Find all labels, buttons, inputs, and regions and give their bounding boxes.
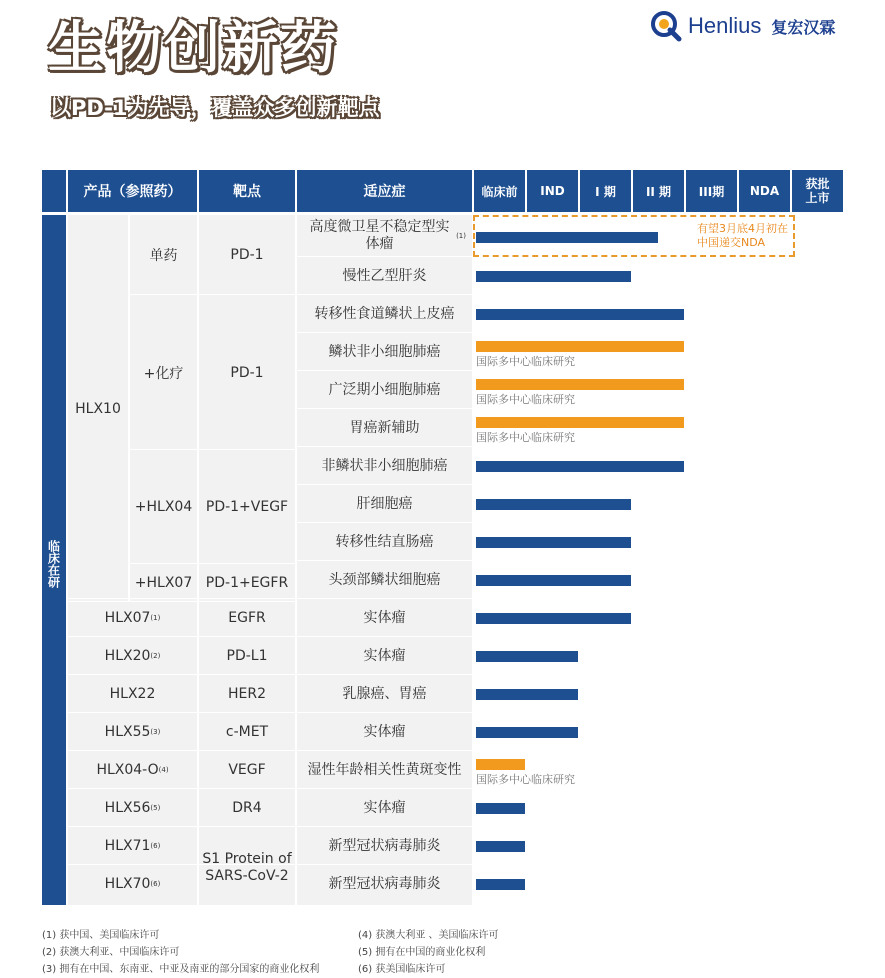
intl-study-note: 国际多中心临床研究 — [476, 355, 575, 368]
footnote-ref: (1) — [456, 231, 466, 240]
stage-header-5: III期 — [686, 170, 737, 212]
progress-bar — [476, 499, 631, 510]
progress-bar — [476, 651, 578, 662]
indication-text: 实体瘤 — [363, 799, 406, 816]
indication-text: 实体瘤 — [363, 609, 406, 626]
indication-text: 实体瘤 — [363, 647, 406, 664]
product-cell — [68, 865, 197, 903]
table-header — [42, 170, 846, 212]
indication-cell — [297, 713, 472, 751]
target-pd1-vegf: PD-1+VEGF — [205, 499, 289, 515]
product-cell — [68, 789, 197, 827]
stage-header-3: I 期 — [580, 170, 631, 212]
product-name: HLX70 — [104, 876, 151, 892]
product-name: HLX20 — [104, 648, 151, 664]
intl-study-note: 国际多中心临床研究 — [476, 393, 575, 406]
footnote-item: (4) 获澳大利亚 、美国临床许可 — [358, 930, 499, 941]
progress-bar — [476, 841, 525, 852]
indication-cell — [297, 257, 472, 295]
product-cell — [68, 637, 197, 675]
target-cell: c-MET — [225, 724, 269, 740]
header-indication: 适应症 — [297, 170, 472, 212]
footnote-ref: (3) — [150, 728, 161, 736]
indication-text: 实体瘤 — [363, 723, 406, 740]
indication-cell — [297, 295, 472, 333]
indication-text: 非鳞状非小细胞肺癌 — [321, 457, 448, 474]
header-spacer — [42, 170, 66, 212]
indication-cell — [297, 789, 472, 827]
product-cell — [68, 713, 197, 751]
indication-text: 新型冠状病毒肺炎 — [328, 837, 441, 854]
combo-hlx04: +HLX04 — [134, 499, 193, 515]
product-cell — [68, 675, 197, 713]
target-cell: PD-L1 — [226, 648, 268, 664]
indication-cell — [297, 485, 472, 523]
target-pd1-chemo: PD-1 — [230, 364, 264, 381]
stage-header-4: II 期 — [633, 170, 684, 212]
indication-text: 转移性食道鳞状上皮癌 — [314, 305, 455, 322]
side-label: 临床在研 — [46, 540, 61, 588]
progress-bar — [476, 417, 684, 428]
product-name: HLX71 — [104, 838, 151, 854]
progress-bar — [476, 879, 525, 890]
indication-cell — [297, 599, 472, 637]
footnote-item: (1) 获中国、美国临床许可 — [42, 930, 160, 941]
combo-chemo: +化疗 — [143, 365, 184, 382]
logo-name-cn: 复宏汉霖 — [771, 17, 836, 37]
indication-text: 湿性年龄相关性黄斑变性 — [307, 761, 462, 778]
footnote-ref: (5) — [150, 804, 161, 812]
indication-cell — [297, 333, 472, 371]
progress-bar — [476, 727, 578, 738]
stage-header-7: 获批上市 — [792, 170, 843, 212]
footnote-ref: (4) — [158, 766, 169, 774]
indication-cell — [297, 865, 472, 903]
progress-bar — [476, 341, 684, 352]
indication-text: 胃癌新辅助 — [349, 419, 420, 436]
indication-cell — [297, 751, 472, 789]
product-cell — [68, 751, 197, 789]
footnote-ref: (2) — [150, 652, 161, 660]
product-name: HLX22 — [109, 686, 156, 702]
product-cell — [68, 827, 197, 865]
indication-cell — [297, 827, 472, 865]
product-name: HLX56 — [104, 800, 151, 816]
indication-text: 高度微卫星不稳定型实体瘤 — [309, 219, 450, 252]
progress-bar — [476, 309, 684, 320]
indication-text: 新型冠状病毒肺炎 — [328, 875, 441, 892]
product-name: HLX07 — [104, 610, 151, 626]
target-cell: VEGF — [228, 762, 266, 778]
indication-text: 转移性结直肠癌 — [335, 533, 434, 550]
combo-hlx07: +HLX07 — [134, 575, 193, 591]
product-cell — [68, 599, 197, 637]
indication-text: 鳞状非小细胞肺癌 — [328, 343, 441, 360]
logo-name: Henlius — [688, 13, 762, 38]
footnote-item: (3) 拥有在中国、东南亚、中亚及南亚的部分国家的商业化权利 — [42, 964, 320, 975]
indication-cell — [297, 637, 472, 675]
footnote-ref: (6) — [150, 880, 161, 888]
header-product: 产品（参照药） — [68, 170, 197, 212]
target-pd1-mono: PD-1 — [230, 247, 264, 263]
combo-mono: 单药 — [149, 248, 178, 264]
footnote-item: (2) 获澳大利亚、中国临床许可 — [42, 947, 180, 958]
indication-cell — [297, 561, 472, 599]
footnote-ref: (1) — [150, 614, 161, 622]
indication-cell — [297, 409, 472, 447]
indication-text: 头颈部鳞状细胞癌 — [328, 571, 441, 588]
product-name: HLX04-O — [96, 762, 159, 778]
page-subtitle: 以PD-1为先导，覆盖众多创新靶点 — [50, 96, 380, 120]
target-cell: EGFR — [228, 610, 266, 626]
target-s1-protein: S1 Protein of SARS-CoV-2 — [202, 850, 292, 884]
intl-study-note: 国际多中心临床研究 — [476, 773, 575, 786]
target-cell: DR4 — [232, 800, 262, 816]
indication-text: 乳腺癌、胃癌 — [342, 685, 427, 702]
header-target: 靶点 — [199, 170, 295, 212]
henlius-logo-icon — [650, 10, 682, 42]
progress-bar — [476, 613, 631, 624]
progress-bar — [476, 537, 631, 548]
target-pd1-egfr: PD-1+EGFR — [205, 575, 289, 591]
progress-bar — [476, 803, 525, 814]
stage-header-2: IND — [527, 170, 578, 212]
indication-text: 广泛期小细胞肺癌 — [328, 381, 441, 398]
indication-text: 慢性乙型肝炎 — [342, 267, 427, 284]
progress-bar — [476, 271, 631, 282]
progress-bar — [476, 689, 578, 700]
footnote-ref: (6) — [150, 842, 161, 850]
page-title: 生物创新药 — [48, 16, 338, 81]
footnote-item: (6) 获美国临床许可 — [358, 964, 446, 975]
stage-header-1: 临床前 — [474, 170, 525, 212]
footnote-item: (5) 拥有在中国的商业化权利 — [358, 947, 486, 958]
progress-bar — [476, 379, 684, 390]
product-hlx10: HLX10 — [75, 400, 121, 417]
progress-bar — [476, 759, 525, 770]
indication-cell — [297, 675, 472, 713]
indication-text: 肝细胞癌 — [356, 495, 413, 512]
product-name: HLX55 — [104, 724, 151, 740]
indication-cell — [297, 371, 472, 409]
indication-cell — [297, 447, 472, 485]
progress-bar — [476, 575, 631, 586]
indication-cell — [297, 523, 472, 561]
brand-logo — [650, 8, 835, 44]
intl-study-note: 国际多中心临床研究 — [476, 431, 575, 444]
stage-header-6: NDA — [739, 170, 790, 212]
nda-callout-text: 有望3月底4月初在中国递交NDA — [697, 222, 788, 249]
target-cell: HER2 — [227, 686, 266, 702]
indication-cell — [297, 215, 472, 257]
progress-bar — [476, 461, 684, 472]
